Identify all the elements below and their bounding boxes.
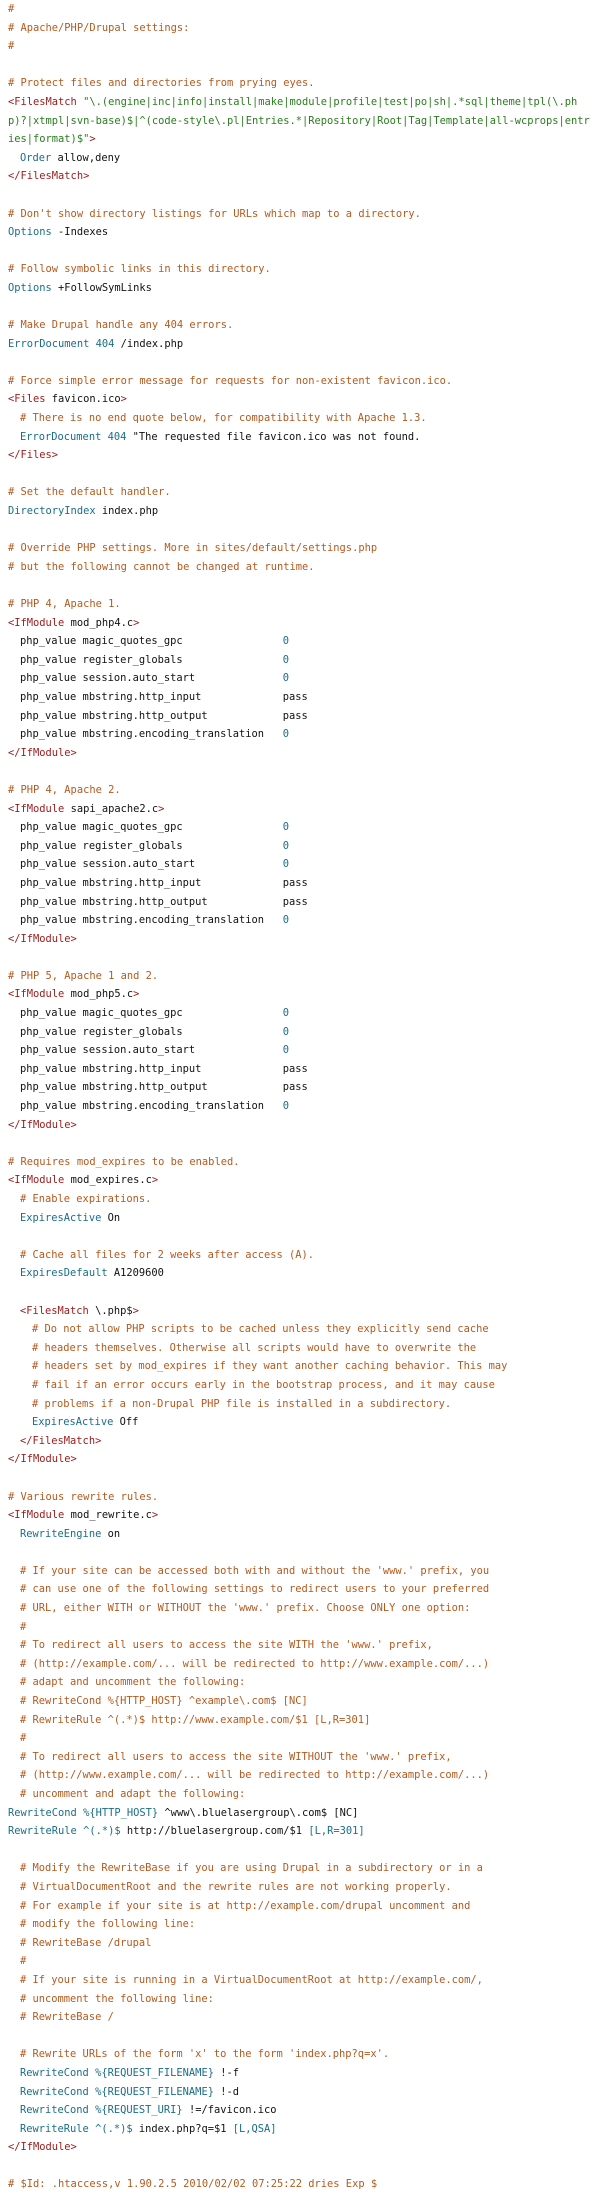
code-text: php_value session.auto_start	[20, 672, 283, 685]
code-line	[8, 56, 592, 75]
code-comment: # Force simple error message for requests for non-existent favicon.ico.	[8, 374, 453, 387]
code-string: "\.(engine|inc|info|install|make|module|profile|test|po|sh|.*sql|theme|tpl(\.php)?|xtmpl|svn-base)$|^(code-style\.pl|Entries.*|Repository|Root|Tag|Template|all-wcprops|entries|format)$"	[8, 95, 590, 146]
code-number: 0	[282, 1100, 290, 1113]
code-text: php_value mbstring.encoding_translation	[20, 914, 283, 927]
code-line	[8, 1283, 592, 1302]
code-text: allow,deny	[51, 151, 121, 164]
code-line	[8, 279, 592, 298]
code-line	[8, 1748, 592, 1767]
code-line	[8, 781, 592, 800]
code-comment: # Override PHP settings. More in sites/default/settings.php	[8, 542, 378, 555]
code-directive: RewriteEngine	[20, 1527, 102, 1540]
code-directive: %{REQUEST_URI}	[95, 2104, 183, 2117]
code-line	[8, 502, 592, 521]
code-text: !-d	[213, 2085, 239, 2098]
code-tag: </IfModule>	[8, 2141, 77, 2154]
code-line	[8, 558, 592, 577]
code-line	[8, 1729, 592, 1748]
code-comment: # but the following cannot be changed at runtime.	[8, 560, 315, 573]
code-comment: # Follow symbolic links in this directory.	[8, 263, 271, 276]
code-line	[8, 2064, 592, 2083]
code-comment: # $Id: .htaccess,v 1.90.2.5 2010/02/02 07:25:22 dries Exp $	[8, 2178, 378, 2191]
code-line	[8, 1618, 592, 1637]
code-directive: RewriteRule	[8, 1825, 77, 1838]
code-comment: # Enable expirations.	[20, 1193, 152, 1205]
code-comment: # problems if a non-Drupal PHP file is installed in a subdirectory.	[32, 1397, 452, 1410]
code-line	[8, 576, 592, 595]
code-line	[8, 1841, 592, 1860]
code-tag: </IfModule>	[8, 746, 77, 759]
code-number: 0	[282, 839, 290, 852]
code-line	[8, 2027, 592, 2046]
code-directive: ErrorDocument	[8, 337, 90, 350]
code-text: php_value mbstring.http_input pass	[20, 876, 308, 889]
code-comment: # Various rewrite rules.	[8, 1490, 159, 1503]
code-tag: <IfModule	[8, 988, 65, 1001]
code-comment: #	[20, 1955, 27, 1968]
code-line	[8, 1097, 592, 1116]
code-line	[8, 1543, 592, 1562]
code-text: On	[101, 1211, 121, 1224]
code-line	[8, 1525, 592, 1544]
code-line	[8, 1246, 592, 1265]
code-directive: %{REQUEST_FILENAME}	[95, 2085, 214, 2098]
code-line	[8, 1395, 592, 1414]
code-comment: # RewriteBase /drupal	[20, 1936, 152, 1949]
code-line	[8, 2083, 592, 2102]
code-line	[8, 1134, 592, 1153]
code-line	[8, 651, 592, 670]
code-line	[8, 409, 592, 428]
code-directive: RewriteRule	[20, 2122, 89, 2135]
code-directive: [L,R=301]	[308, 1825, 365, 1838]
code-line	[8, 37, 592, 56]
code-line	[8, 372, 592, 391]
code-line	[8, 1580, 592, 1599]
code-tag: <IfModule	[8, 1174, 65, 1187]
code-line	[8, 298, 592, 317]
code-line	[8, 1209, 592, 1228]
code-comment: # Do not allow PHP scripts to be cached unless they explicitly send cache	[32, 1323, 489, 1336]
code-comment: # RewriteRule ^(.*)$ http://www.example.com/$1 [L,R=301]	[20, 1713, 371, 1726]
code-number: 0	[282, 635, 290, 648]
code-line	[8, 614, 592, 633]
code-comment: # Requires mod_expires to be enabled.	[8, 1155, 240, 1168]
code-line	[8, 893, 592, 912]
code-line	[8, 967, 592, 986]
code-line	[8, 2138, 592, 2157]
code-directive: RewriteCond	[20, 2066, 89, 2079]
code-comment: # PHP 4, Apache 2.	[8, 783, 121, 796]
code-text: php_value register_globals	[20, 1025, 283, 1038]
code-line	[8, 818, 592, 837]
code-tag: <IfModule	[8, 616, 65, 629]
code-text: php_value magic_quotes_gpc	[20, 1007, 283, 1020]
code-tag: </IfModule>	[8, 932, 77, 945]
code-comment: # To redirect all users to access the site WITHOUT the 'www.' prefix,	[20, 1750, 452, 1763]
code-line	[8, 1655, 592, 1674]
code-line	[8, 335, 592, 354]
code-text: !=/favicon.ico	[182, 2104, 277, 2117]
code-line	[8, 0, 592, 19]
code-text: \.php$	[88, 1304, 133, 1317]
code-line	[8, 855, 592, 874]
code-tag: <FilesMatch	[8, 95, 77, 108]
code-line	[8, 19, 592, 38]
code-comment: # PHP 5, Apache 1 and 2.	[8, 969, 159, 982]
code-text: mod_expires.c	[64, 1174, 152, 1187]
code-text: mod_rewrite.c	[64, 1509, 152, 1522]
code-text: index.php?q=$1	[132, 2122, 233, 2135]
code-line	[8, 911, 592, 930]
code-comment: #	[8, 40, 15, 53]
code-line	[8, 1897, 592, 1916]
code-line	[8, 539, 592, 558]
code-comment: # adapt and uncomment the following:	[20, 1676, 246, 1689]
code-text: php_value mbstring.http_input pass	[20, 690, 308, 703]
code-line	[8, 205, 592, 224]
code-line	[8, 1357, 592, 1376]
code-comment: # PHP 4, Apache 1.	[8, 598, 121, 610]
code-text: php_value register_globals	[20, 839, 283, 852]
code-line	[8, 1060, 592, 1079]
code-line	[8, 1302, 592, 1321]
code-directive: ExpiresActive	[20, 1211, 102, 1224]
code-line	[8, 1413, 592, 1432]
code-directive: RewriteCond	[8, 1806, 77, 1819]
code-line	[8, 1450, 592, 1469]
code-number: 0	[282, 728, 290, 741]
code-text: -Indexes	[51, 226, 109, 239]
code-tag: </FilesMatch>	[8, 170, 90, 183]
code-line	[8, 167, 592, 186]
code-line	[8, 1004, 592, 1023]
code-line	[8, 1339, 592, 1358]
code-line	[8, 1432, 592, 1451]
code-line	[8, 669, 592, 688]
code-comment: # If your site is running in a VirtualDocumentRoot at http://example.com/,	[20, 1973, 483, 1986]
code-tag: <IfModule	[8, 1509, 65, 1522]
code-comment: # fail if an error occurs early in the bootstrap process, and it may cause	[32, 1378, 495, 1391]
code-tag: >	[151, 1174, 159, 1187]
code-text: ^www\.bluelasergroup\.com$ [NC]	[158, 1806, 359, 1819]
code-line	[8, 837, 592, 856]
code-line	[8, 595, 592, 614]
code-line	[8, 1171, 592, 1190]
code-line	[8, 353, 592, 372]
code-line	[8, 2008, 592, 2027]
code-comment: # URL, either WITH or WITHOUT the 'www.' prefix. Choose ONLY one option:	[20, 1602, 471, 1615]
code-line	[8, 242, 592, 261]
code-text: on	[101, 1527, 121, 1540]
code-number: 0	[282, 858, 290, 871]
code-tag: </IfModule>	[8, 1118, 77, 1131]
code-comment: #	[20, 1732, 27, 1745]
code-line	[8, 260, 592, 279]
code-comment: # headers set by mod_expires if they want another caching behavior. This may	[32, 1360, 508, 1373]
code-comment: # uncomment the following line:	[20, 1992, 214, 2005]
code-line	[8, 1153, 592, 1172]
code-line	[8, 1711, 592, 1730]
code-line	[8, 1878, 592, 1897]
code-comment: # RewriteCond %{HTTP_HOST} ^example\.com$ [NC]	[20, 1695, 308, 1708]
code-line	[8, 2175, 592, 2194]
code-number: 0	[282, 821, 290, 834]
code-number: 404	[95, 337, 115, 350]
code-text: php_value session.auto_start	[20, 858, 283, 871]
code-text: php_value mbstring.http_output pass	[20, 709, 308, 722]
code-text: http://bluelasergroup.com/$1	[120, 1825, 309, 1838]
code-text: favicon.ico	[45, 393, 121, 406]
code-comment: # Modify the RewriteBase if you are using Drupal in a subdirectory or in a	[20, 1862, 483, 1875]
code-tag: >	[133, 616, 140, 629]
code-number: 0	[282, 1044, 290, 1057]
code-line	[8, 2101, 592, 2120]
code-line	[8, 1562, 592, 1581]
code-text: +FollowSymLinks	[51, 281, 152, 294]
code-line	[8, 1952, 592, 1971]
code-comment: #	[8, 3, 15, 15]
code-line	[8, 186, 592, 205]
code-text: Off	[113, 1416, 139, 1429]
code-line	[8, 744, 592, 763]
code-comment: # For example if your site is at http://example.com/drupal uncomment and	[20, 1899, 471, 1912]
code-line	[8, 1934, 592, 1953]
code-text: sapi_apache2.c	[64, 802, 159, 815]
code-comment: # Make Drupal handle any 404 errors.	[8, 319, 234, 332]
code-number: 0	[282, 1025, 290, 1038]
code-number: 0	[282, 653, 290, 666]
code-line	[8, 800, 592, 819]
code-comment: # There is no end quote below, for compatibility with Apache 1.3.	[20, 412, 427, 425]
code-line	[8, 1766, 592, 1785]
code-tag: >	[89, 133, 96, 146]
code-line	[8, 1376, 592, 1395]
code-line	[8, 465, 592, 484]
code-directive: ^(.*)$	[95, 2122, 133, 2135]
code-directive: ExpiresActive	[32, 1416, 114, 1429]
code-comment: # Don't show directory listings for URLs which map to a directory.	[8, 207, 421, 220]
code-tag: </FilesMatch>	[20, 1434, 102, 1447]
code-line	[8, 1990, 592, 2009]
code-line	[8, 707, 592, 726]
code-comment: # headers themselves. Otherwise all scripts would have to overwrite the	[32, 1341, 477, 1354]
code-directive: DirectoryIndex	[8, 505, 96, 518]
code-directive: Order	[20, 151, 52, 164]
code-line	[8, 632, 592, 651]
code-comment: # (http://example.com/... will be redirected to http://www.example.com/...)	[20, 1657, 490, 1670]
code-directive: RewriteCond	[20, 2085, 89, 2098]
code-tag: >	[132, 1304, 139, 1317]
code-number: 0	[282, 914, 290, 927]
code-line	[8, 428, 592, 447]
code-tag: <FilesMatch	[20, 1304, 89, 1317]
code-directive: %{HTTP_HOST}	[83, 1806, 159, 1819]
code-text: php_value mbstring.http_output pass	[20, 1081, 308, 1094]
code-line	[8, 446, 592, 465]
code-line	[8, 483, 592, 502]
code-line	[8, 1023, 592, 1042]
code-directive: Options	[8, 226, 52, 239]
code-line	[8, 1636, 592, 1655]
code-line	[8, 725, 592, 744]
code-line	[8, 316, 592, 335]
code-line	[8, 1469, 592, 1488]
code-text: index.php	[95, 505, 159, 518]
code-comment: # If your site can be accessed both with and without the 'www.' prefix, you	[20, 1564, 490, 1577]
code-number: 404	[107, 430, 127, 443]
code-line	[8, 948, 592, 967]
code-line	[8, 390, 592, 409]
code-line	[8, 1915, 592, 1934]
code-number: 0	[282, 672, 290, 685]
code-text: php_value magic_quotes_gpc	[20, 635, 283, 648]
code-directive: ^(.*)$	[83, 1825, 121, 1838]
code-directive: [L,QSA]	[232, 2122, 277, 2135]
code-text: php_value mbstring.encoding_translation	[20, 728, 283, 741]
code-line	[8, 762, 592, 781]
code-line	[8, 985, 592, 1004]
code-text: php_value mbstring.http_input pass	[20, 1062, 308, 1075]
code-directive: ErrorDocument	[20, 430, 102, 443]
code-comment: # modify the following line:	[20, 1918, 196, 1931]
code-line	[8, 1227, 592, 1246]
code-line	[8, 1692, 592, 1711]
code-text: !-f	[213, 2066, 239, 2079]
code-text: php_value session.auto_start	[20, 1044, 283, 1057]
code-comment: #	[20, 1620, 27, 1633]
code-line	[8, 1116, 592, 1135]
code-line	[8, 1804, 592, 1823]
code-line	[8, 2045, 592, 2064]
code-text: A1209600	[107, 1267, 164, 1280]
code-text: php_value register_globals	[20, 653, 283, 666]
code-directive: Options	[8, 281, 52, 294]
code-comment: # uncomment and adapt the following:	[20, 1788, 246, 1800]
code-line	[8, 1320, 592, 1339]
code-line	[8, 930, 592, 949]
code-text: php_value mbstring.http_output pass	[20, 895, 308, 908]
code-comment: # To redirect all users to access the site WITH the 'www.' prefix,	[20, 1639, 433, 1652]
code-line	[8, 1041, 592, 1060]
code-tag: >	[151, 1509, 159, 1522]
code-line	[8, 1264, 592, 1283]
code-number: 0	[282, 1007, 290, 1020]
code-tag: <IfModule	[8, 802, 65, 815]
code-tag: </IfModule>	[8, 1453, 77, 1466]
code-line	[8, 1859, 592, 1878]
code-line	[8, 93, 592, 149]
code-line	[8, 1673, 592, 1692]
code-comment: # (http://www.example.com/... will be redirected to http://example.com/...)	[20, 1769, 490, 1782]
code-line	[8, 688, 592, 707]
code-tag: </Files>	[8, 449, 59, 462]
code-comment: # Set the default handler.	[8, 486, 171, 499]
code-directive: ExpiresDefault	[20, 1267, 108, 1280]
code-comment: # RewriteBase /	[20, 2011, 114, 2024]
code-tag: <Files	[8, 393, 46, 406]
code-line	[8, 1822, 592, 1841]
code-text: /index.php	[114, 337, 184, 350]
code-line	[8, 223, 592, 242]
code-line	[8, 74, 592, 93]
code-line	[8, 1190, 592, 1209]
code-text: php_value mbstring.encoding_translation	[20, 1100, 283, 1113]
code-line	[8, 1971, 592, 1990]
code-directive: %{REQUEST_FILENAME}	[95, 2066, 214, 2079]
code-text: mod_php5.c	[64, 988, 134, 1001]
code-comment: # can use one of the following settings to redirect users to your preferred	[20, 1583, 490, 1596]
code-line	[8, 2120, 592, 2139]
code-tag: >	[120, 393, 127, 406]
code-comment: # VirtualDocumentRoot and the rewrite rules are not working properly.	[20, 1880, 452, 1893]
code-line	[8, 149, 592, 168]
code-line	[8, 1785, 592, 1804]
code-line	[8, 1488, 592, 1507]
code-tag: >	[133, 988, 140, 1001]
code-comment: # Apache/PHP/Drupal settings:	[8, 21, 190, 34]
code-line	[8, 874, 592, 893]
code-line	[8, 1506, 592, 1525]
code-line	[8, 1599, 592, 1618]
code-tag: >	[158, 802, 165, 815]
code-directive: RewriteCond	[20, 2104, 89, 2117]
code-text: php_value magic_quotes_gpc	[20, 821, 283, 834]
code-text: mod_php4.c	[64, 616, 134, 629]
code-line	[8, 2157, 592, 2176]
code-line	[8, 521, 592, 540]
code-comment: # Rewrite URLs of the form 'x' to the form 'index.php?q=x'.	[20, 2048, 390, 2061]
code-comment: # Cache all files for 2 weeks after access (A).	[20, 1248, 315, 1261]
code-comment: # Protect files and directories from prying eyes.	[8, 77, 315, 90]
code-line	[8, 1078, 592, 1097]
code-text: "The requested file favicon.ico was not found.	[126, 430, 421, 443]
